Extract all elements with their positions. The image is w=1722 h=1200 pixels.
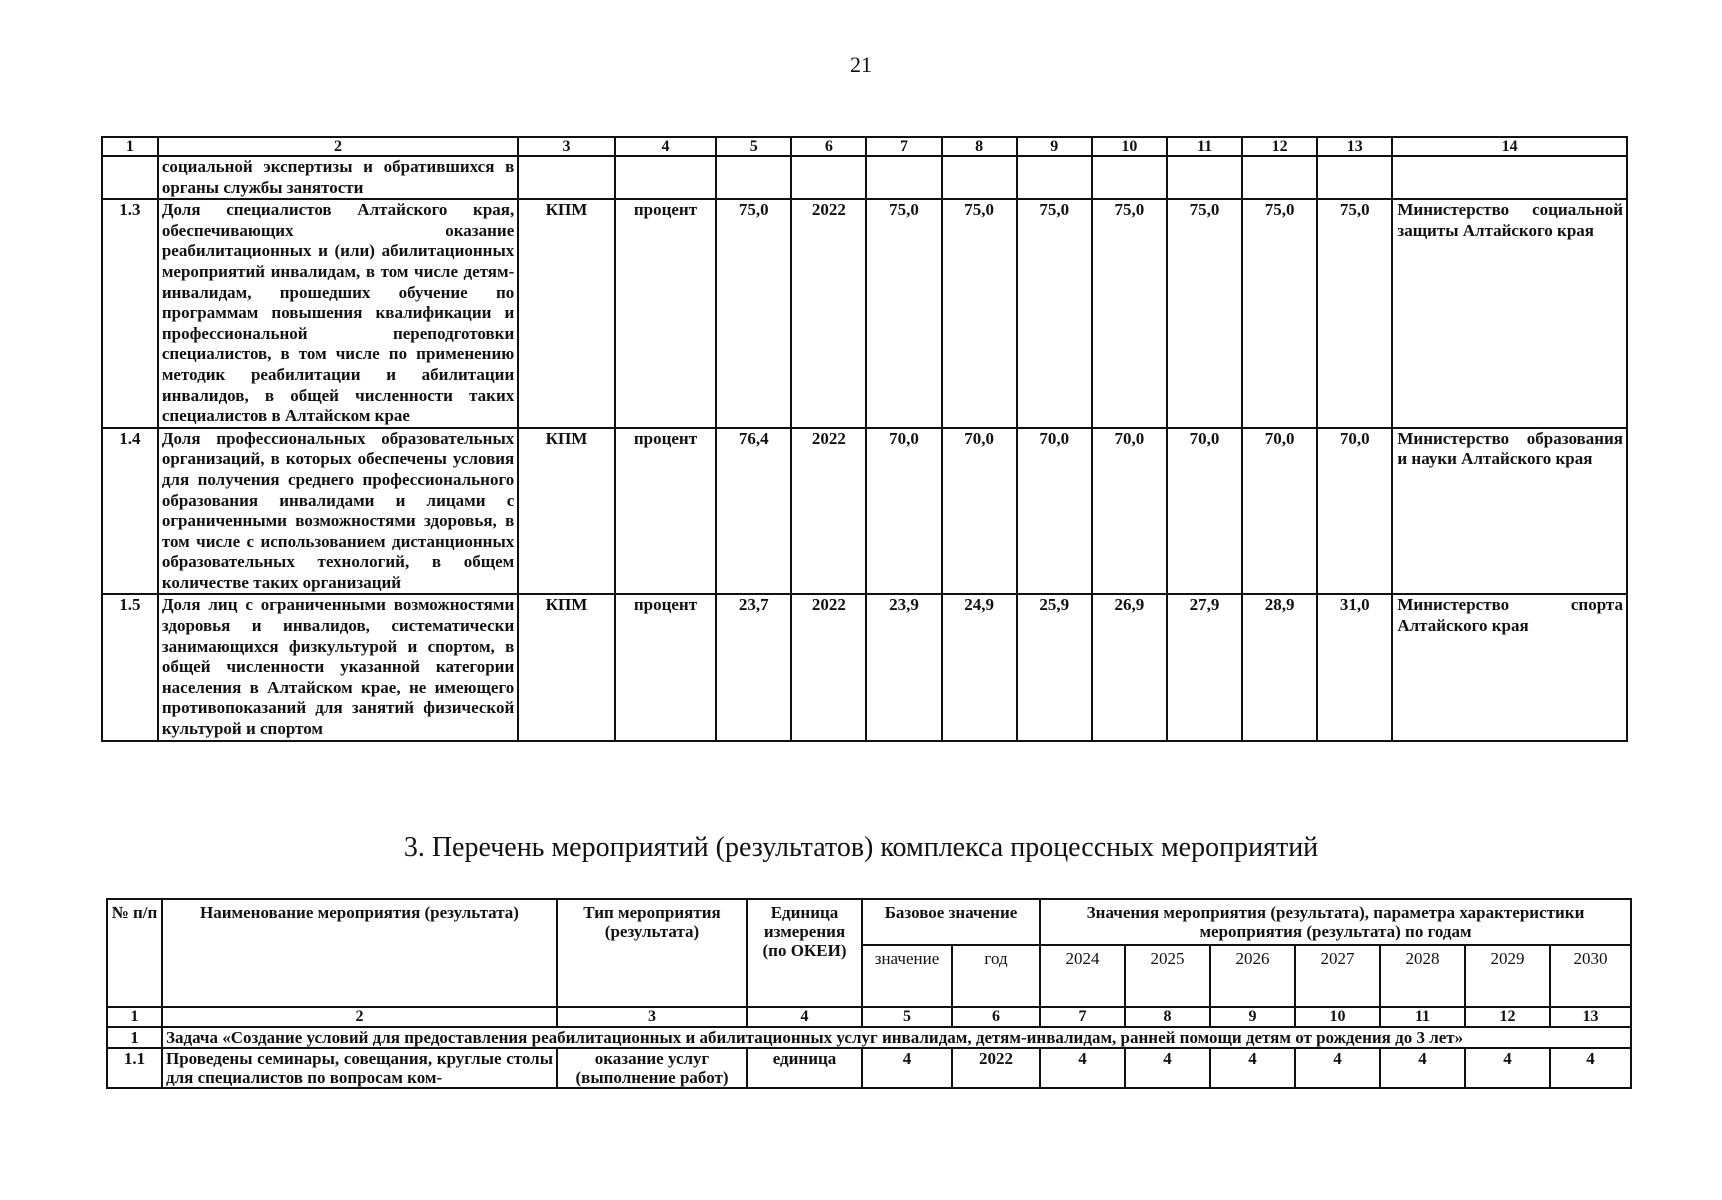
row-number: 1.3 [102, 199, 158, 428]
header-type: Тип мероприятия (результата) [557, 899, 747, 1007]
header-year: 2026 [1210, 945, 1295, 1007]
header-name: Наименование мероприятия (результата) [162, 899, 557, 1007]
unit: единица [747, 1048, 862, 1088]
value: 75,0 [1017, 199, 1092, 428]
base-value: 23,7 [716, 594, 791, 740]
header-row [107, 899, 1631, 945]
column-number: 6 [952, 1007, 1040, 1027]
base-year: 2022 [791, 594, 866, 740]
value: 75,0 [942, 199, 1017, 428]
column-number: 7 [1040, 1007, 1125, 1027]
value: 75,0 [1242, 199, 1317, 428]
column-number: 13 [1550, 1007, 1631, 1027]
responsible: Министерство образования и науки Алтайского края [1392, 428, 1627, 595]
task-text: Задача «Создание условий для предоставления реабилитационных и абилитационных услуг инвалидам, детям-инвалидам, ранней помощи детям от рождения до 3 лет» [162, 1027, 1631, 1048]
table-row [107, 1048, 1631, 1088]
header-year: 2027 [1295, 945, 1380, 1007]
value: 70,0 [1242, 428, 1317, 595]
value: 23,9 [866, 594, 941, 740]
value: 4 [1550, 1048, 1631, 1088]
value: 70,0 [1092, 428, 1167, 595]
value: 26,9 [1092, 594, 1167, 740]
header-values-group: Значения мероприятия (результата), параметра характеристики мероприятия (результата) по годам [1040, 899, 1631, 945]
indicators-table [101, 136, 1628, 742]
column-number: 2 [162, 1007, 557, 1027]
value: 70,0 [1167, 428, 1242, 595]
indicator-name: Доля лиц с ограниченными возможностями здоровья и инвалидов, систематически занимающихся физкультурой и спортом, в общей численности указанной категории населения в Алтайском крае, не имеющего противопоказаний для занятий физической культурой и спортом [158, 594, 518, 740]
indicator-type: КПМ [518, 594, 614, 740]
base-value: 4 [862, 1048, 952, 1088]
row-number: 1.4 [102, 428, 158, 595]
base-year: 2022 [791, 199, 866, 428]
column-number: 1 [107, 1007, 162, 1027]
page-number: 21 [850, 52, 872, 77]
column-number: 9 [1210, 1007, 1295, 1027]
column-number: 2 [158, 137, 518, 156]
header-base: Базовое значение [862, 899, 1040, 945]
column-number: 10 [1092, 137, 1167, 156]
measure-type: оказание услуг (выполнение работ) [557, 1048, 747, 1088]
header-year: 2030 [1550, 945, 1631, 1007]
value: 4 [1465, 1048, 1550, 1088]
column-number: 11 [1167, 137, 1242, 156]
value: 31,0 [1317, 594, 1392, 740]
column-number: 4 [615, 137, 717, 156]
value: 4 [1380, 1048, 1465, 1088]
measures-table [106, 898, 1632, 1089]
section-title: 3. Перечень мероприятий (результатов) комплекса процессных мероприятий [403, 832, 1319, 863]
header-year: 2029 [1465, 945, 1550, 1007]
header-year: 2024 [1040, 945, 1125, 1007]
value: 24,9 [942, 594, 1017, 740]
value: 4 [1125, 1048, 1210, 1088]
column-number: 5 [862, 1007, 952, 1027]
column-number: 12 [1465, 1007, 1550, 1027]
value: 28,9 [1242, 594, 1317, 740]
header-base-year: год [952, 945, 1040, 1007]
value: 4 [1295, 1048, 1380, 1088]
measure-name: Проведены семинары, совещания, круглые столы для специалистов по вопросам ком- [162, 1048, 557, 1088]
column-number: 10 [1295, 1007, 1380, 1027]
column-number-row [102, 137, 1627, 156]
column-number: 8 [1125, 1007, 1210, 1027]
continuation-text: социальной экспертизы и обратившихся в органы службы занятости [158, 156, 518, 199]
column-number: 3 [557, 1007, 747, 1027]
value: 27,9 [1167, 594, 1242, 740]
task-number: 1 [107, 1027, 162, 1048]
value: 75,0 [1317, 199, 1392, 428]
row-number: 1.1 [107, 1048, 162, 1088]
unit: процент [615, 594, 717, 740]
continuation-row [102, 156, 1627, 199]
base-year: 2022 [952, 1048, 1040, 1088]
column-number: 11 [1380, 1007, 1465, 1027]
indicator-type: КПМ [518, 199, 614, 428]
header-num: № п/п [107, 899, 162, 1007]
column-number: 8 [942, 137, 1017, 156]
column-number: 1 [102, 137, 158, 156]
value: 70,0 [1017, 428, 1092, 595]
responsible: Министерство спорта Алтайского края [1392, 594, 1627, 740]
base-value: 76,4 [716, 428, 791, 595]
indicator-name: Доля профессиональных образовательных организаций, в которых обеспечены условия для получения среднего профессионального образования инвалидами и лицами с ограниченными возможностями здоровья, в том числе с использованием дистанционных образовательных технологий, в общем количестве таких организаций [158, 428, 518, 595]
value: 70,0 [866, 428, 941, 595]
header-year: 2028 [1380, 945, 1465, 1007]
value: 75,0 [866, 199, 941, 428]
table-row [102, 594, 1627, 740]
table-row [102, 199, 1627, 428]
row-number: 1.5 [102, 594, 158, 740]
column-number: 3 [518, 137, 614, 156]
header-base-value: значение [862, 945, 952, 1007]
value: 4 [1040, 1048, 1125, 1088]
header-unit: Единица измерения (по ОКЕИ) [747, 899, 862, 1007]
base-year: 2022 [791, 428, 866, 595]
column-number: 4 [747, 1007, 862, 1027]
header-year: 2025 [1125, 945, 1210, 1007]
value: 75,0 [1092, 199, 1167, 428]
task-row [107, 1027, 1631, 1048]
column-number: 13 [1317, 137, 1392, 156]
unit: процент [615, 428, 717, 595]
column-number: 12 [1242, 137, 1317, 156]
column-number: 14 [1392, 137, 1627, 156]
column-number: 6 [791, 137, 866, 156]
indicator-type: КПМ [518, 428, 614, 595]
value: 25,9 [1017, 594, 1092, 740]
column-number-row [107, 1007, 1631, 1027]
value: 4 [1210, 1048, 1295, 1088]
value: 70,0 [1317, 428, 1392, 595]
table-row [102, 428, 1627, 595]
responsible: Министерство социальной защиты Алтайского края [1392, 199, 1627, 428]
base-value: 75,0 [716, 199, 791, 428]
column-number: 7 [866, 137, 941, 156]
column-number: 5 [716, 137, 791, 156]
value: 70,0 [942, 428, 1017, 595]
indicator-name: Доля специалистов Алтайского края, обеспечивающих оказание реабилитационных и (или) абилитационных мероприятий инвалидам, в том числе детям-инвалидам, прошедших обучение по программам повышения квалификации и профессиональной переподготовки специалистов, в том числе по применению методик реабилитации и абилитации инвалидов, в общей численности таких специалистов в Алтайском крае [158, 199, 518, 428]
value: 75,0 [1167, 199, 1242, 428]
unit: процент [615, 199, 717, 428]
column-number: 9 [1017, 137, 1092, 156]
